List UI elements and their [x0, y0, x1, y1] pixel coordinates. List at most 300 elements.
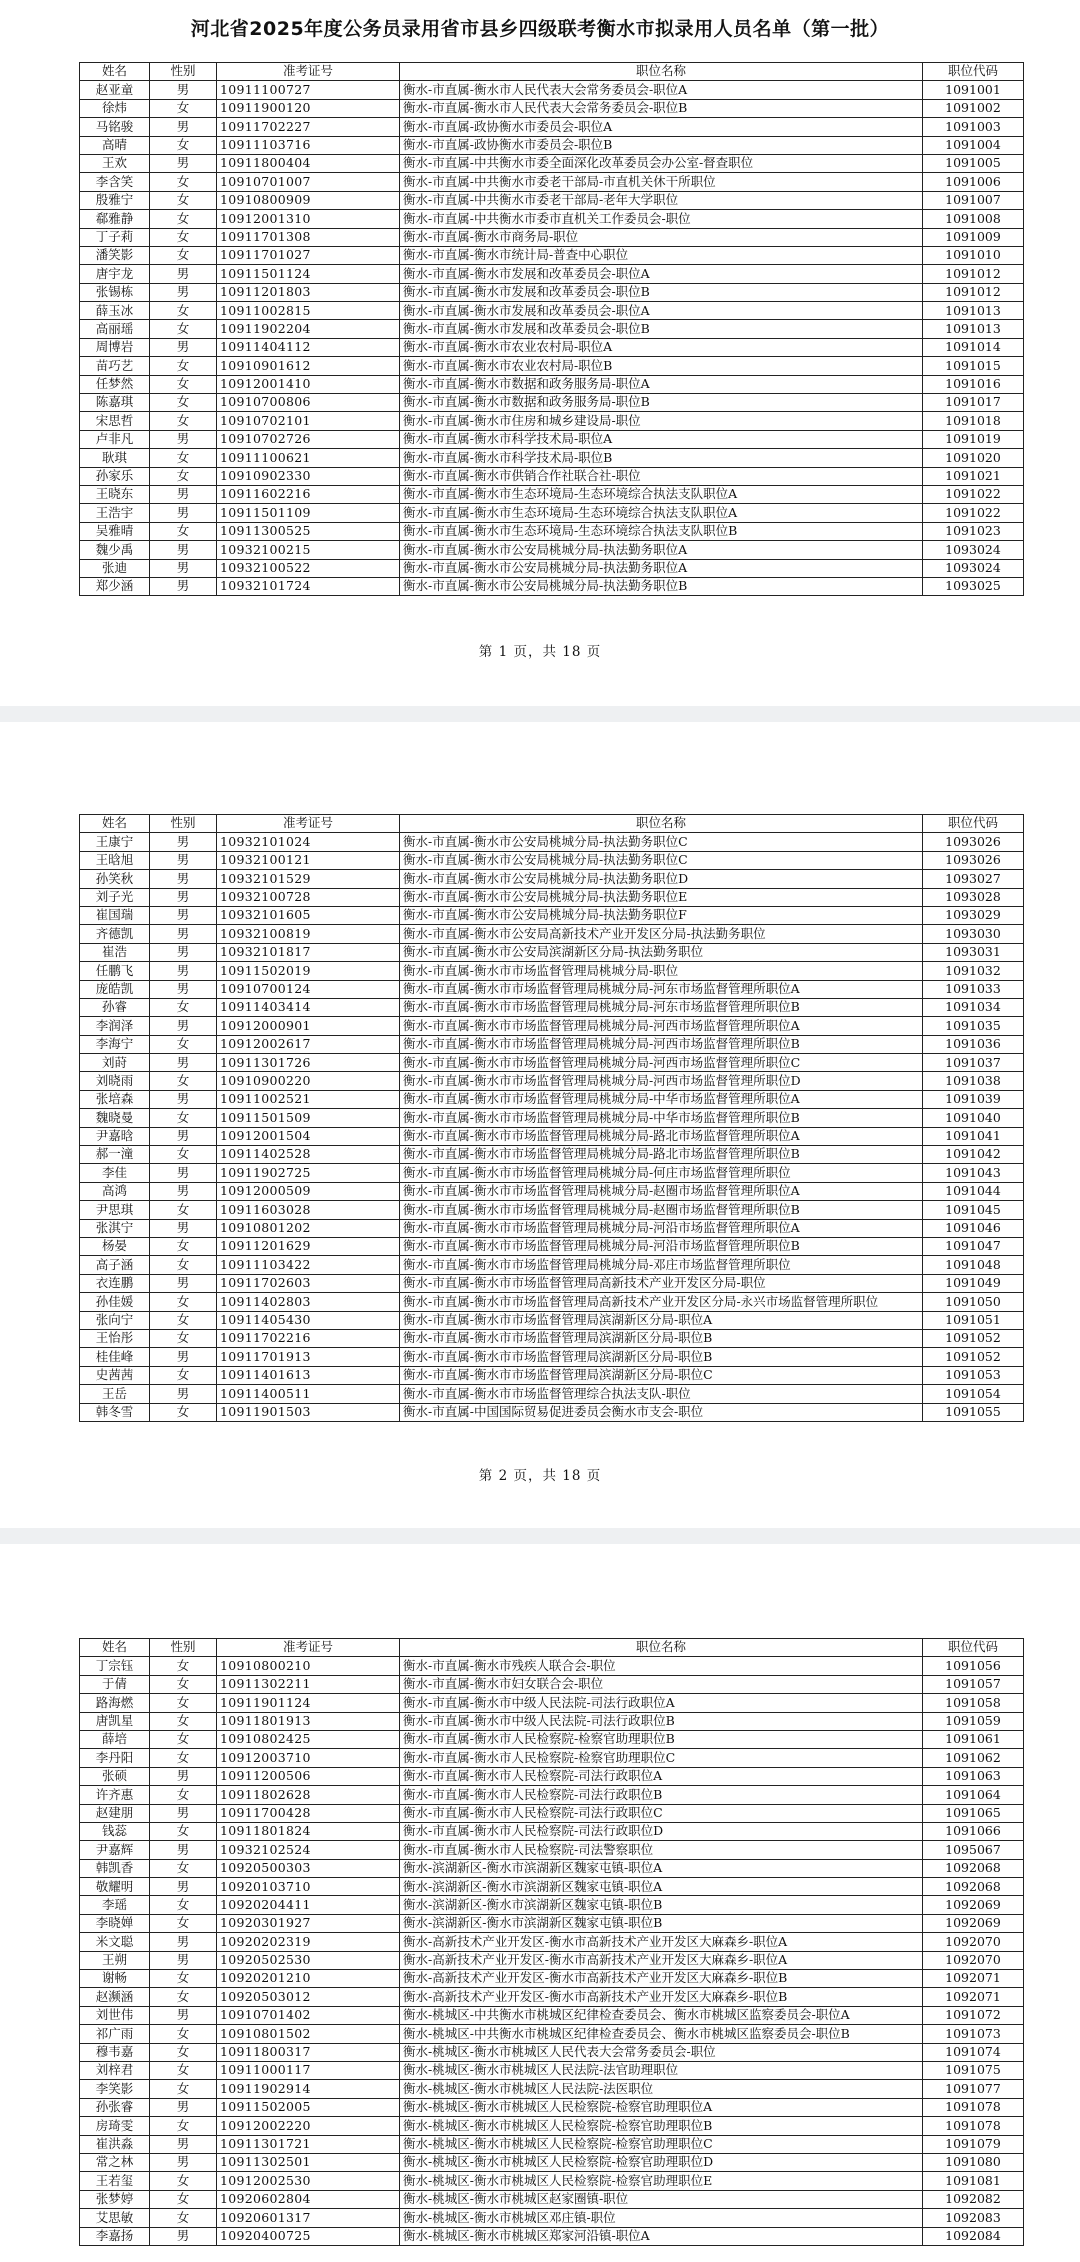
cell-position-code: 1091017	[923, 394, 1024, 412]
cell-position-name: 衡水-市直属-衡水市市场监督管理局滨湖新区分局-职位A	[400, 1311, 923, 1329]
cell-position-code: 1091021	[923, 467, 1024, 485]
cell-exam-number: 10932101817	[217, 943, 400, 961]
table-row	[80, 1035, 1024, 1053]
cell-position-name: 衡水-市直属-衡水市农业农村局-职位B	[400, 357, 923, 375]
cell-name: 王若玺	[80, 2172, 150, 2190]
cell-position-name: 衡水-市直属-衡水市住房和城乡建设局-职位	[400, 412, 923, 430]
cell-gender: 男	[150, 1878, 217, 1896]
cell-position-name: 衡水-桃城区-衡水市桃城区人民法院-法医职位	[400, 2080, 923, 2098]
column-header-exam-number: 准考证号	[217, 815, 400, 833]
cell-name: 高子涵	[80, 1256, 150, 1274]
cell-position-code: 1091010	[923, 246, 1024, 264]
cell-exam-number: 10911400511	[217, 1385, 400, 1403]
roster-table-page-2	[79, 814, 1024, 1422]
cell-position-code: 1093027	[923, 870, 1024, 888]
cell-exam-number: 10920201210	[217, 1970, 400, 1988]
cell-position-code: 1091075	[923, 2061, 1024, 2079]
cell-position-name: 衡水-市直属-衡水市市场监督管理局桃城分局-河东市场监督管理所职位B	[400, 998, 923, 1016]
table-row	[80, 1970, 1024, 1988]
cell-exam-number: 10911302501	[217, 2153, 400, 2171]
table-row	[80, 1256, 1024, 1274]
table-row	[80, 1933, 1024, 1951]
cell-position-code: 1091065	[923, 1804, 1024, 1822]
cell-gender: 女	[150, 1657, 217, 1675]
cell-exam-number: 10911402528	[217, 1146, 400, 1164]
cell-position-code: 1091050	[923, 1293, 1024, 1311]
column-header-position-code: 职位代码	[923, 63, 1024, 81]
column-header-position-name: 职位名称	[400, 815, 923, 833]
cell-exam-number: 10911501509	[217, 1109, 400, 1127]
cell-position-name: 衡水-市直属-衡水市发展和改革委员会-职位B	[400, 320, 923, 338]
cell-position-code: 1091072	[923, 2006, 1024, 2024]
cell-gender: 女	[150, 467, 217, 485]
cell-position-code: 1091019	[923, 430, 1024, 448]
table-body	[80, 1657, 1024, 2246]
cell-name: 耿琪	[80, 449, 150, 467]
table-row	[80, 1403, 1024, 1421]
cell-position-name: 衡水-市直属-衡水市公安局桃城分局-执法勤务职位D	[400, 870, 923, 888]
cell-name: 高丽瑶	[80, 320, 150, 338]
cell-exam-number: 10932102524	[217, 1841, 400, 1859]
cell-exam-number: 10911502019	[217, 962, 400, 980]
table-row	[80, 1219, 1024, 1237]
cell-exam-number: 10911800317	[217, 2043, 400, 2061]
table-row	[80, 283, 1024, 301]
table-row	[80, 136, 1024, 154]
cell-position-name: 衡水-市直属-衡水市市场监督管理局桃城分局-邓庄市场监督管理所职位	[400, 1256, 923, 1274]
table-row	[80, 1329, 1024, 1347]
cell-position-name: 衡水-市直属-衡水市市场监督管理局桃城分局-路北市场监督管理所职位B	[400, 1146, 923, 1164]
cell-position-name: 衡水-高新技术产业开发区-衡水市高新技术产业开发区大麻森乡-职位B	[400, 1970, 923, 1988]
cell-position-name: 衡水-市直属-衡水市数据和政务服务局-职位B	[400, 394, 923, 412]
page-number: 第 1 页，共 18 页	[478, 644, 602, 660]
cell-name: 刘莳	[80, 1054, 150, 1072]
cell-position-code: 1091004	[923, 136, 1024, 154]
table-row	[80, 394, 1024, 412]
table-row	[80, 1182, 1024, 1200]
cell-gender: 女	[150, 1035, 217, 1053]
cell-name: 尹思琪	[80, 1201, 150, 1219]
cell-position-name: 衡水-市直属-衡水市市场监督管理局桃城分局-河西市场监督管理所职位C	[400, 1054, 923, 1072]
cell-gender: 男	[150, 1274, 217, 1292]
cell-gender: 女	[150, 1237, 217, 1255]
cell-position-name: 衡水-市直属-衡水市生态环境局-生态环境综合执法支队职位A	[400, 485, 923, 503]
column-header-gender: 性别	[150, 815, 217, 833]
cell-exam-number: 10920301927	[217, 1914, 400, 1932]
cell-name: 赵建朋	[80, 1804, 150, 1822]
table-row	[80, 2190, 1024, 2208]
cell-exam-number: 10911501109	[217, 504, 400, 522]
cell-exam-number: 10911100621	[217, 449, 400, 467]
cell-position-code: 1091058	[923, 1694, 1024, 1712]
cell-gender: 男	[150, 1951, 217, 1969]
cell-position-code: 1091005	[923, 154, 1024, 172]
cell-name: 孙家乐	[80, 467, 150, 485]
cell-position-name: 衡水-市直属-衡水市公安局桃城分局-执法勤务职位B	[400, 577, 923, 595]
cell-position-name: 衡水-市直属-衡水市市场监督管理局桃城分局-河西市场监督管理所职位A	[400, 1017, 923, 1035]
cell-gender: 男	[150, 1127, 217, 1145]
cell-position-code: 1091046	[923, 1219, 1024, 1237]
cell-position-code: 1091059	[923, 1712, 1024, 1730]
cell-position-name: 衡水-市直属-衡水市妇女联合会-职位	[400, 1675, 923, 1693]
cell-position-name: 衡水-市直属-衡水市统计局-普查中心职位	[400, 246, 923, 264]
cell-gender: 男	[150, 888, 217, 906]
cell-position-name: 衡水-桃城区-衡水市桃城区邓庄镇-职位	[400, 2209, 923, 2227]
cell-position-code: 1092068	[923, 1878, 1024, 1896]
cell-position-code: 1091048	[923, 1256, 1024, 1274]
cell-exam-number: 10911002521	[217, 1090, 400, 1108]
cell-exam-number: 10911900120	[217, 99, 400, 117]
cell-exam-number: 10912001410	[217, 375, 400, 393]
cell-position-code: 1091052	[923, 1329, 1024, 1347]
document-page-1	[0, 0, 1080, 706]
cell-exam-number: 10910700124	[217, 980, 400, 998]
cell-position-name: 衡水-桃城区-衡水市桃城区人民法院-法官助理职位	[400, 2061, 923, 2079]
table-row	[80, 870, 1024, 888]
table-row	[80, 577, 1024, 595]
table-row	[80, 851, 1024, 869]
table-row	[80, 1348, 1024, 1366]
table-row	[80, 228, 1024, 246]
cell-position-name: 衡水-桃城区-衡水市桃城区人民检察院-检察官助理职位E	[400, 2172, 923, 2190]
cell-exam-number: 10910802425	[217, 1730, 400, 1748]
cell-position-name: 衡水-市直属-衡水市人民代表大会常务委员会-职位A	[400, 81, 923, 99]
cell-position-code: 1093026	[923, 851, 1024, 869]
cell-gender: 女	[150, 1311, 217, 1329]
cell-name: 房琦雯	[80, 2117, 150, 2135]
cell-gender: 男	[150, 962, 217, 980]
table-row	[80, 1127, 1024, 1145]
table-row	[80, 1988, 1024, 2006]
cell-exam-number: 10911300525	[217, 522, 400, 540]
cell-gender: 女	[150, 1730, 217, 1748]
cell-name: 史茜茜	[80, 1366, 150, 1384]
cell-gender: 女	[150, 1712, 217, 1730]
cell-name: 丁子莉	[80, 228, 150, 246]
cell-gender: 女	[150, 998, 217, 1016]
cell-name: 唐宇龙	[80, 265, 150, 283]
cell-position-code: 1091036	[923, 1035, 1024, 1053]
cell-name: 艾思敏	[80, 2209, 150, 2227]
cell-exam-number: 10932100522	[217, 559, 400, 577]
cell-name: 郑少涵	[80, 577, 150, 595]
cell-position-name: 衡水-市直属-衡水市残疾人联合会-职位	[400, 1657, 923, 1675]
cell-exam-number: 10912002530	[217, 2172, 400, 2190]
cell-name: 郝一潼	[80, 1146, 150, 1164]
cell-position-name: 衡水-市直属-衡水市市场监督管理局桃城分局-中华市场监督管理所职位B	[400, 1109, 923, 1127]
cell-name: 王晓东	[80, 485, 150, 503]
cell-gender: 女	[150, 210, 217, 228]
cell-position-code: 1091079	[923, 2135, 1024, 2153]
table-row	[80, 962, 1024, 980]
cell-exam-number: 10920602804	[217, 2190, 400, 2208]
cell-position-name: 衡水-桃城区-中共衡水市桃城区纪律检查委员会、衡水市桃城区监察委员会-职位A	[400, 2006, 923, 2024]
cell-name: 刘世伟	[80, 2006, 150, 2024]
cell-position-code: 1091073	[923, 2025, 1024, 2043]
table-row	[80, 81, 1024, 99]
table-row	[80, 1730, 1024, 1748]
cell-position-code: 1092083	[923, 2209, 1024, 2227]
table-header-row	[80, 1639, 1024, 1657]
cell-gender: 女	[150, 394, 217, 412]
cell-name: 赵亚童	[80, 81, 150, 99]
cell-exam-number: 10932101605	[217, 906, 400, 924]
cell-position-code: 1093026	[923, 833, 1024, 851]
roster-table-page-3	[79, 1638, 1024, 2246]
cell-gender: 女	[150, 99, 217, 117]
column-header-position-code: 职位代码	[923, 1639, 1024, 1657]
cell-exam-number: 10911402803	[217, 1293, 400, 1311]
cell-exam-number: 10910801202	[217, 1219, 400, 1237]
cell-exam-number: 10910702101	[217, 412, 400, 430]
cell-name: 张迪	[80, 559, 150, 577]
cell-name: 王岳	[80, 1385, 150, 1403]
table-row	[80, 154, 1024, 172]
cell-name: 张培森	[80, 1090, 150, 1108]
cell-name: 李嘉扬	[80, 2227, 150, 2245]
cell-exam-number: 10911501124	[217, 265, 400, 283]
cell-gender: 女	[150, 1293, 217, 1311]
cell-position-name: 衡水-市直属-中国国际贸易促进委员会衡水市支会-职位	[400, 1403, 923, 1421]
cell-name: 魏晓曼	[80, 1109, 150, 1127]
cell-position-name: 衡水-市直属-衡水市中级人民法院-司法行政职位B	[400, 1712, 923, 1730]
cell-position-name: 衡水-市直属-衡水市科学技术局-职位A	[400, 430, 923, 448]
cell-name: 刘子光	[80, 888, 150, 906]
cell-position-code: 1091008	[923, 210, 1024, 228]
cell-exam-number: 10911701308	[217, 228, 400, 246]
table-row	[80, 1657, 1024, 1675]
cell-name: 张向宁	[80, 1311, 150, 1329]
cell-position-code: 1091041	[923, 1127, 1024, 1145]
cell-gender: 女	[150, 449, 217, 467]
cell-name: 王欢	[80, 154, 150, 172]
table-row	[80, 302, 1024, 320]
cell-name: 徐炜	[80, 99, 150, 117]
cell-position-code: 1091056	[923, 1657, 1024, 1675]
cell-position-name: 衡水-市直属-衡水市市场监督管理局桃城分局-河西市场监督管理所职位D	[400, 1072, 923, 1090]
cell-gender: 女	[150, 1914, 217, 1932]
cell-position-name: 衡水-市直属-衡水市公安局桃城分局-执法勤务职位E	[400, 888, 923, 906]
table-row	[80, 1146, 1024, 1164]
cell-position-name: 衡水-市直属-衡水市公安局桃城分局-执法勤务职位A	[400, 559, 923, 577]
cell-position-code: 1092069	[923, 1896, 1024, 1914]
table-row	[80, 833, 1024, 851]
table-row	[80, 1786, 1024, 1804]
cell-position-name: 衡水-桃城区-中共衡水市桃城区纪律检查委员会、衡水市桃城区监察委员会-职位B	[400, 2025, 923, 2043]
cell-position-code: 1091022	[923, 485, 1024, 503]
cell-gender: 女	[150, 1329, 217, 1347]
cell-position-code: 1092069	[923, 1914, 1024, 1932]
cell-exam-number: 10920601317	[217, 2209, 400, 2227]
cell-exam-number: 10912001310	[217, 210, 400, 228]
table-row	[80, 1090, 1024, 1108]
cell-name: 王晗旭	[80, 851, 150, 869]
cell-exam-number: 10911901503	[217, 1403, 400, 1421]
cell-position-code: 1092084	[923, 2227, 1024, 2245]
cell-name: 张淇宁	[80, 1219, 150, 1237]
cell-name: 张梦婷	[80, 2190, 150, 2208]
cell-position-code: 1091018	[923, 412, 1024, 430]
cell-position-name: 衡水-市直属-衡水市人民检察院-检察官助理职位C	[400, 1749, 923, 1767]
page-number: 第 2 页，共 18 页	[478, 1468, 602, 1484]
cell-exam-number: 10920400725	[217, 2227, 400, 2245]
cell-exam-number: 10911201629	[217, 1237, 400, 1255]
cell-exam-number: 10910800909	[217, 191, 400, 209]
table-row	[80, 412, 1024, 430]
cell-gender: 女	[150, 1988, 217, 2006]
cell-position-code: 1091074	[923, 2043, 1024, 2061]
cell-exam-number: 10911700428	[217, 1804, 400, 1822]
cell-position-name: 衡水-桃城区-衡水市桃城区赵家圈镇-职位	[400, 2190, 923, 2208]
cell-position-code: 1093028	[923, 888, 1024, 906]
table-header-row	[80, 815, 1024, 833]
cell-position-code: 1091053	[923, 1366, 1024, 1384]
column-header-gender: 性别	[150, 1639, 217, 1657]
cell-exam-number: 10932101529	[217, 870, 400, 888]
cell-position-code: 1092068	[923, 1859, 1024, 1877]
cell-gender: 男	[150, 925, 217, 943]
cell-name: 任鹏飞	[80, 962, 150, 980]
cell-gender: 女	[150, 2209, 217, 2227]
cell-position-code: 1093030	[923, 925, 1024, 943]
cell-exam-number: 10911100727	[217, 81, 400, 99]
cell-position-name: 衡水-市直属-衡水市市场监督管理局滨湖新区分局-职位B	[400, 1329, 923, 1347]
cell-exam-number: 10910902330	[217, 467, 400, 485]
cell-exam-number: 10932101724	[217, 577, 400, 595]
cell-gender: 男	[150, 1219, 217, 1237]
cell-position-name: 衡水-市直属-衡水市公安局滨湖新区分局-执法勤务职位	[400, 943, 923, 961]
cell-exam-number: 10912003710	[217, 1749, 400, 1767]
cell-position-code: 1091016	[923, 375, 1024, 393]
cell-position-name: 衡水-市直属-衡水市人民检察院-检察官助理职位B	[400, 1730, 923, 1748]
table-row	[80, 1804, 1024, 1822]
cell-position-code: 1091043	[923, 1164, 1024, 1182]
table-row	[80, 559, 1024, 577]
table-row	[80, 1675, 1024, 1693]
cell-exam-number: 10911802628	[217, 1786, 400, 1804]
cell-gender: 男	[150, 2153, 217, 2171]
column-header-exam-number: 准考证号	[217, 63, 400, 81]
cell-position-name: 衡水-市直属-中共衡水市委老干部局-老年大学职位	[400, 191, 923, 209]
table-row	[80, 943, 1024, 961]
cell-gender: 女	[150, 228, 217, 246]
cell-position-name: 衡水-市直属-政协衡水市委员会-职位B	[400, 136, 923, 154]
cell-gender: 女	[150, 1403, 217, 1421]
cell-name: 王浩宇	[80, 504, 150, 522]
cell-name: 李丹阳	[80, 1749, 150, 1767]
cell-exam-number: 10920103710	[217, 1878, 400, 1896]
table-row	[80, 2043, 1024, 2061]
cell-name: 王康宁	[80, 833, 150, 851]
cell-gender: 男	[150, 1385, 217, 1403]
cell-gender: 男	[150, 1164, 217, 1182]
column-header-gender: 性别	[150, 63, 217, 81]
cell-position-code: 1091038	[923, 1072, 1024, 1090]
cell-position-name: 衡水-滨湖新区-衡水市滨湖新区魏家屯镇-职位A	[400, 1859, 923, 1877]
cell-exam-number: 10911201803	[217, 283, 400, 301]
table-row	[80, 2061, 1024, 2079]
table-row	[80, 246, 1024, 264]
cell-gender: 男	[150, 870, 217, 888]
cell-name: 刘晓雨	[80, 1072, 150, 1090]
table-row	[80, 1072, 1024, 1090]
cell-exam-number: 10932100728	[217, 888, 400, 906]
cell-position-name: 衡水-桃城区-衡水市桃城区人民检察院-检察官助理职位D	[400, 2153, 923, 2171]
cell-exam-number: 10911401613	[217, 1366, 400, 1384]
column-header-name: 姓名	[80, 1639, 150, 1657]
cell-position-name: 衡水-高新技术产业开发区-衡水市高新技术产业开发区大麻森乡-职位A	[400, 1951, 923, 1969]
table-row	[80, 2153, 1024, 2171]
cell-exam-number: 10911702227	[217, 118, 400, 136]
cell-exam-number: 10911405430	[217, 1311, 400, 1329]
table-header-row	[80, 63, 1024, 81]
cell-position-code: 1091022	[923, 504, 1024, 522]
cell-position-code: 1091013	[923, 320, 1024, 338]
cell-position-name: 衡水-市直属-中共衡水市委市直机关工作委员会-职位	[400, 210, 923, 228]
cell-position-code: 1091009	[923, 228, 1024, 246]
cell-position-name: 衡水-市直属-衡水市科学技术局-职位B	[400, 449, 923, 467]
table-row	[80, 998, 1024, 1016]
cell-name: 米文聪	[80, 1933, 150, 1951]
cell-position-code: 1093029	[923, 906, 1024, 924]
cell-gender: 男	[150, 2006, 217, 2024]
cell-name: 祁广雨	[80, 2025, 150, 2043]
cell-position-code: 1093025	[923, 577, 1024, 595]
cell-name: 崔洪淼	[80, 2135, 150, 2153]
cell-position-code: 1091006	[923, 173, 1024, 191]
table-row	[80, 1201, 1024, 1219]
table-row	[80, 888, 1024, 906]
cell-gender: 男	[150, 577, 217, 595]
table-row	[80, 467, 1024, 485]
cell-position-code: 1091051	[923, 1311, 1024, 1329]
cell-exam-number: 10932101024	[217, 833, 400, 851]
cell-position-name: 衡水-市直属-中共衡水市委全面深化改革委员会办公室-督查职位	[400, 154, 923, 172]
table-row	[80, 1712, 1024, 1730]
cell-gender: 女	[150, 1256, 217, 1274]
cell-gender: 男	[150, 504, 217, 522]
cell-position-code: 1091049	[923, 1274, 1024, 1292]
cell-gender: 女	[150, 1896, 217, 1914]
cell-position-code: 1095067	[923, 1841, 1024, 1859]
cell-position-code: 1091081	[923, 2172, 1024, 2190]
cell-name: 陈嘉琪	[80, 394, 150, 412]
cell-exam-number: 10920502530	[217, 1951, 400, 1969]
cell-name: 马铭骏	[80, 118, 150, 136]
cell-position-code: 1091001	[923, 81, 1024, 99]
cell-gender: 男	[150, 118, 217, 136]
column-header-position-name: 职位名称	[400, 63, 923, 81]
cell-position-name: 衡水-滨湖新区-衡水市滨湖新区魏家屯镇-职位B	[400, 1896, 923, 1914]
cell-position-code: 1091077	[923, 2080, 1024, 2098]
cell-name: 衣连鹏	[80, 1274, 150, 1292]
cell-exam-number: 10910700806	[217, 394, 400, 412]
cell-name: 宋思哲	[80, 412, 150, 430]
table-body	[80, 81, 1024, 596]
cell-position-code: 1091052	[923, 1348, 1024, 1366]
cell-gender: 女	[150, 191, 217, 209]
cell-exam-number: 10911701913	[217, 1348, 400, 1366]
cell-gender: 男	[150, 1841, 217, 1859]
table-row	[80, 1054, 1024, 1072]
cell-name: 路海燃	[80, 1694, 150, 1712]
cell-position-name: 衡水-市直属-衡水市生态环境局-生态环境综合执法支队职位B	[400, 522, 923, 540]
table-row	[80, 485, 1024, 503]
cell-exam-number: 10911701027	[217, 246, 400, 264]
cell-gender: 男	[150, 943, 217, 961]
cell-exam-number: 10911902914	[217, 2080, 400, 2098]
cell-position-code: 1091002	[923, 99, 1024, 117]
